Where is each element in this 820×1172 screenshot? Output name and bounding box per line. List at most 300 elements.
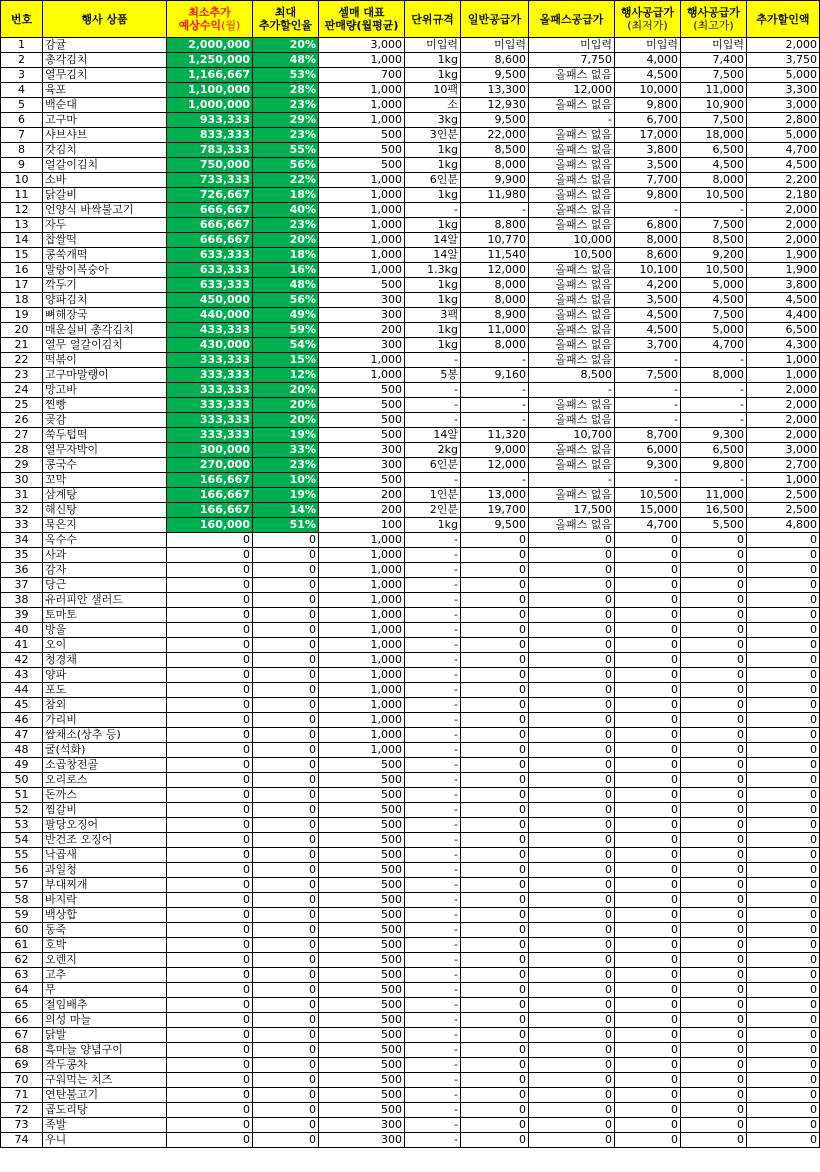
cell-event-min-price[interactable]: 0 xyxy=(615,548,681,563)
cell-allpass-price[interactable]: 0 xyxy=(529,923,615,938)
cell-event-max-price[interactable]: 0 xyxy=(681,593,747,608)
cell-event-max-price[interactable]: 0 xyxy=(681,803,747,818)
cell-event-min-price[interactable]: 0 xyxy=(615,713,681,728)
cell-unit-spec[interactable]: - xyxy=(405,983,461,998)
cell-event-max-price[interactable]: 0 xyxy=(681,683,747,698)
cell-item-name[interactable]: 열무자박이 xyxy=(43,443,167,458)
cell-extra-discount[interactable]: 2,000 xyxy=(747,413,820,428)
cell-monthly-sales[interactable]: 500 xyxy=(319,158,405,173)
cell-unit-spec[interactable]: - xyxy=(405,1103,461,1118)
cell-event-max-price[interactable]: 10,900 xyxy=(681,98,747,113)
cell-extra-discount[interactable]: 1,000 xyxy=(747,368,820,383)
cell-extra-discount[interactable]: 0 xyxy=(747,908,820,923)
cell-min-revenue[interactable]: 270,000 xyxy=(167,458,253,473)
header-max-discount[interactable]: 최대 추가할인율 xyxy=(253,1,319,38)
cell-min-revenue[interactable]: 166,667 xyxy=(167,473,253,488)
cell-event-min-price[interactable]: 0 xyxy=(615,1118,681,1133)
cell-monthly-sales[interactable]: 1,000 xyxy=(319,668,405,683)
cell-normal-price[interactable]: 12,930 xyxy=(461,98,529,113)
cell-allpass-price[interactable]: 0 xyxy=(529,848,615,863)
cell-allpass-price[interactable]: 10,500 xyxy=(529,248,615,263)
cell-extra-discount[interactable]: 0 xyxy=(747,578,820,593)
cell-item-name[interactable]: 유러피안 샐러드 xyxy=(43,593,167,608)
cell-monthly-sales[interactable]: 300 xyxy=(319,1118,405,1133)
cell-unit-spec[interactable]: 1.3kg xyxy=(405,263,461,278)
cell-item-name[interactable]: 팔당오징어 xyxy=(43,818,167,833)
cell-extra-discount[interactable]: 2,000 xyxy=(747,398,820,413)
cell-event-max-price[interactable]: 0 xyxy=(681,653,747,668)
cell-event-min-price[interactable]: 4,500 xyxy=(615,323,681,338)
cell-row-number[interactable]: 41 xyxy=(1,638,43,653)
cell-row-number[interactable]: 61 xyxy=(1,938,43,953)
cell-extra-discount[interactable]: 2,180 xyxy=(747,188,820,203)
cell-max-discount[interactable]: 23% xyxy=(253,218,319,233)
cell-extra-discount[interactable]: 0 xyxy=(747,1118,820,1133)
cell-event-min-price[interactable]: 4,200 xyxy=(615,278,681,293)
cell-event-max-price[interactable]: 5,000 xyxy=(681,323,747,338)
cell-extra-discount[interactable]: 6,500 xyxy=(747,323,820,338)
cell-min-revenue[interactable]: 0 xyxy=(167,608,253,623)
cell-event-min-price[interactable]: 4,700 xyxy=(615,518,681,533)
cell-max-discount[interactable]: 0 xyxy=(253,773,319,788)
cell-item-name[interactable]: 사과 xyxy=(43,548,167,563)
cell-monthly-sales[interactable]: 500 xyxy=(319,878,405,893)
cell-item-name[interactable]: 샤브샤브 xyxy=(43,128,167,143)
cell-row-number[interactable]: 65 xyxy=(1,998,43,1013)
cell-row-number[interactable]: 4 xyxy=(1,83,43,98)
cell-min-revenue[interactable]: 0 xyxy=(167,803,253,818)
cell-unit-spec[interactable]: 미입력 xyxy=(405,38,461,53)
cell-monthly-sales[interactable]: 300 xyxy=(319,458,405,473)
cell-min-revenue[interactable]: 0 xyxy=(167,908,253,923)
cell-min-revenue[interactable]: 430,000 xyxy=(167,338,253,353)
cell-min-revenue[interactable]: 0 xyxy=(167,638,253,653)
cell-allpass-price[interactable]: 0 xyxy=(529,548,615,563)
cell-unit-spec[interactable]: 6인분 xyxy=(405,458,461,473)
cell-item-name[interactable]: 곱도리탕 xyxy=(43,1103,167,1118)
cell-extra-discount[interactable]: 3,000 xyxy=(747,443,820,458)
cell-min-revenue[interactable]: 0 xyxy=(167,983,253,998)
cell-event-min-price[interactable]: 0 xyxy=(615,938,681,953)
cell-item-name[interactable]: 양파김치 xyxy=(43,293,167,308)
cell-min-revenue[interactable]: 0 xyxy=(167,788,253,803)
cell-max-discount[interactable]: 0 xyxy=(253,548,319,563)
header-min-revenue[interactable]: 최소추가 예상수익(월) xyxy=(167,1,253,38)
cell-item-name[interactable]: 자두 xyxy=(43,218,167,233)
cell-monthly-sales[interactable]: 1,000 xyxy=(319,623,405,638)
cell-event-min-price[interactable]: 0 xyxy=(615,1058,681,1073)
cell-event-min-price[interactable]: 0 xyxy=(615,623,681,638)
cell-normal-price[interactable]: 0 xyxy=(461,548,529,563)
cell-extra-discount[interactable]: 0 xyxy=(747,608,820,623)
cell-allpass-price[interactable]: 0 xyxy=(529,1013,615,1028)
cell-item-name[interactable]: 오리로스 xyxy=(43,773,167,788)
cell-event-min-price[interactable]: 3,500 xyxy=(615,158,681,173)
cell-unit-spec[interactable]: 5봉 xyxy=(405,368,461,383)
cell-row-number[interactable]: 56 xyxy=(1,863,43,878)
cell-extra-discount[interactable]: 0 xyxy=(747,998,820,1013)
cell-item-name[interactable]: 동죽 xyxy=(43,923,167,938)
cell-event-min-price[interactable]: 0 xyxy=(615,578,681,593)
cell-row-number[interactable]: 62 xyxy=(1,953,43,968)
cell-normal-price[interactable]: 0 xyxy=(461,578,529,593)
cell-max-discount[interactable]: 0 xyxy=(253,983,319,998)
cell-row-number[interactable]: 33 xyxy=(1,518,43,533)
cell-allpass-price[interactable]: 0 xyxy=(529,908,615,923)
cell-extra-discount[interactable]: 0 xyxy=(747,653,820,668)
cell-extra-discount[interactable]: 2,500 xyxy=(747,488,820,503)
cell-event-max-price[interactable]: 0 xyxy=(681,743,747,758)
header-item[interactable]: 행사 상품 xyxy=(43,1,167,38)
cell-max-discount[interactable]: 28% xyxy=(253,83,319,98)
cell-allpass-price[interactable]: 올패스 없음 xyxy=(529,173,615,188)
cell-event-min-price[interactable]: 6,800 xyxy=(615,218,681,233)
cell-event-max-price[interactable]: 7,500 xyxy=(681,308,747,323)
cell-allpass-price[interactable]: 0 xyxy=(529,758,615,773)
cell-event-min-price[interactable]: 0 xyxy=(615,773,681,788)
cell-allpass-price[interactable]: 0 xyxy=(529,968,615,983)
cell-monthly-sales[interactable]: 500 xyxy=(319,983,405,998)
cell-item-name[interactable]: 옥수수 xyxy=(43,533,167,548)
cell-event-min-price[interactable]: 0 xyxy=(615,743,681,758)
cell-event-min-price[interactable]: 0 xyxy=(615,998,681,1013)
cell-max-discount[interactable]: 0 xyxy=(253,893,319,908)
cell-max-discount[interactable]: 0 xyxy=(253,653,319,668)
cell-allpass-price[interactable]: 0 xyxy=(529,833,615,848)
cell-normal-price[interactable]: - xyxy=(461,473,529,488)
cell-monthly-sales[interactable]: 1,000 xyxy=(319,683,405,698)
cell-extra-discount[interactable]: 3,000 xyxy=(747,98,820,113)
cell-normal-price[interactable]: 12,000 xyxy=(461,263,529,278)
cell-event-max-price[interactable]: 0 xyxy=(681,1013,747,1028)
cell-monthly-sales[interactable]: 1,000 xyxy=(319,203,405,218)
header-no[interactable]: 번호 xyxy=(1,1,43,38)
cell-row-number[interactable]: 53 xyxy=(1,818,43,833)
cell-row-number[interactable]: 60 xyxy=(1,923,43,938)
cell-extra-discount[interactable]: 2,000 xyxy=(747,428,820,443)
cell-event-max-price[interactable]: 0 xyxy=(681,608,747,623)
cell-min-revenue[interactable]: 0 xyxy=(167,1133,253,1148)
cell-row-number[interactable]: 10 xyxy=(1,173,43,188)
cell-monthly-sales[interactable]: 500 xyxy=(319,818,405,833)
cell-monthly-sales[interactable]: 500 xyxy=(319,1058,405,1073)
cell-unit-spec[interactable]: - xyxy=(405,668,461,683)
cell-normal-price[interactable]: 0 xyxy=(461,608,529,623)
cell-normal-price[interactable]: 0 xyxy=(461,803,529,818)
cell-min-revenue[interactable]: 0 xyxy=(167,998,253,1013)
cell-normal-price[interactable]: 0 xyxy=(461,563,529,578)
cell-item-name[interactable]: 닭발 xyxy=(43,1028,167,1043)
cell-event-min-price[interactable]: 8,600 xyxy=(615,248,681,263)
cell-normal-price[interactable]: 0 xyxy=(461,893,529,908)
cell-unit-spec[interactable]: - xyxy=(405,773,461,788)
cell-monthly-sales[interactable]: 500 xyxy=(319,1088,405,1103)
cell-extra-discount[interactable]: 4,400 xyxy=(747,308,820,323)
cell-min-revenue[interactable]: 0 xyxy=(167,533,253,548)
cell-item-name[interactable]: 깍두기 xyxy=(43,278,167,293)
cell-min-revenue[interactable]: 166,667 xyxy=(167,488,253,503)
cell-event-max-price[interactable]: 0 xyxy=(681,728,747,743)
cell-unit-spec[interactable]: - xyxy=(405,1118,461,1133)
cell-event-min-price[interactable]: 0 xyxy=(615,833,681,848)
cell-normal-price[interactable]: 0 xyxy=(461,1043,529,1058)
cell-max-discount[interactable]: 0 xyxy=(253,968,319,983)
cell-extra-discount[interactable]: 2,000 xyxy=(747,203,820,218)
cell-row-number[interactable]: 55 xyxy=(1,848,43,863)
cell-event-min-price[interactable]: 0 xyxy=(615,863,681,878)
cell-row-number[interactable]: 54 xyxy=(1,833,43,848)
cell-event-max-price[interactable]: 0 xyxy=(681,773,747,788)
cell-event-max-price[interactable]: 4,500 xyxy=(681,158,747,173)
cell-event-min-price[interactable]: - xyxy=(615,473,681,488)
cell-unit-spec[interactable]: 14알 xyxy=(405,428,461,443)
cell-min-revenue[interactable]: 0 xyxy=(167,743,253,758)
cell-allpass-price[interactable]: 7,750 xyxy=(529,53,615,68)
cell-min-revenue[interactable]: 633,333 xyxy=(167,248,253,263)
cell-normal-price[interactable]: 0 xyxy=(461,773,529,788)
cell-extra-discount[interactable]: 0 xyxy=(747,593,820,608)
cell-max-discount[interactable]: 0 xyxy=(253,698,319,713)
cell-event-min-price[interactable]: 0 xyxy=(615,788,681,803)
cell-min-revenue[interactable]: 833,333 xyxy=(167,128,253,143)
cell-normal-price[interactable]: 13,000 xyxy=(461,488,529,503)
cell-row-number[interactable]: 51 xyxy=(1,788,43,803)
cell-event-max-price[interactable]: 0 xyxy=(681,533,747,548)
cell-unit-spec[interactable]: 1kg xyxy=(405,53,461,68)
cell-max-discount[interactable]: 33% xyxy=(253,443,319,458)
cell-event-min-price[interactable]: 7,700 xyxy=(615,173,681,188)
cell-row-number[interactable]: 70 xyxy=(1,1073,43,1088)
cell-max-discount[interactable]: 20% xyxy=(253,383,319,398)
cell-event-max-price[interactable]: 9,200 xyxy=(681,248,747,263)
cell-row-number[interactable]: 49 xyxy=(1,758,43,773)
cell-row-number[interactable]: 15 xyxy=(1,248,43,263)
cell-unit-spec[interactable]: - xyxy=(405,578,461,593)
cell-min-revenue[interactable]: 333,333 xyxy=(167,428,253,443)
cell-allpass-price[interactable]: 0 xyxy=(529,1088,615,1103)
cell-extra-discount[interactable]: 0 xyxy=(747,638,820,653)
cell-item-name[interactable]: 작두콩차 xyxy=(43,1058,167,1073)
cell-allpass-price[interactable]: 올패스 없음 xyxy=(529,323,615,338)
cell-unit-spec[interactable]: - xyxy=(405,608,461,623)
cell-normal-price[interactable]: 9,500 xyxy=(461,68,529,83)
cell-min-revenue[interactable]: 933,333 xyxy=(167,113,253,128)
cell-unit-spec[interactable]: - xyxy=(405,938,461,953)
cell-max-discount[interactable]: 0 xyxy=(253,668,319,683)
cell-unit-spec[interactable]: 1kg xyxy=(405,158,461,173)
cell-unit-spec[interactable]: - xyxy=(405,398,461,413)
cell-row-number[interactable]: 42 xyxy=(1,653,43,668)
cell-event-max-price[interactable]: - xyxy=(681,353,747,368)
cell-min-revenue[interactable]: 450,000 xyxy=(167,293,253,308)
cell-event-max-price[interactable]: 0 xyxy=(681,1043,747,1058)
cell-event-min-price[interactable]: - xyxy=(615,353,681,368)
cell-monthly-sales[interactable]: 500 xyxy=(319,143,405,158)
cell-max-discount[interactable]: 0 xyxy=(253,593,319,608)
cell-monthly-sales[interactable]: 1,000 xyxy=(319,173,405,188)
cell-event-max-price[interactable]: 0 xyxy=(681,983,747,998)
cell-unit-spec[interactable]: 1인분 xyxy=(405,488,461,503)
cell-min-revenue[interactable]: 0 xyxy=(167,683,253,698)
cell-item-name[interactable]: 총각김치 xyxy=(43,53,167,68)
cell-allpass-price[interactable]: 0 xyxy=(529,608,615,623)
cell-item-name[interactable]: 콩쑥개떡 xyxy=(43,248,167,263)
cell-unit-spec[interactable]: - xyxy=(405,833,461,848)
cell-unit-spec[interactable]: 14알 xyxy=(405,248,461,263)
cell-row-number[interactable]: 64 xyxy=(1,983,43,998)
cell-allpass-price[interactable]: 올패스 없음 xyxy=(529,218,615,233)
cell-normal-price[interactable]: 0 xyxy=(461,758,529,773)
cell-allpass-price[interactable]: 0 xyxy=(529,728,615,743)
cell-allpass-price[interactable]: 0 xyxy=(529,803,615,818)
cell-row-number[interactable]: 45 xyxy=(1,698,43,713)
cell-max-discount[interactable]: 23% xyxy=(253,458,319,473)
cell-min-revenue[interactable]: 1,250,000 xyxy=(167,53,253,68)
cell-unit-spec[interactable]: - xyxy=(405,653,461,668)
cell-extra-discount[interactable]: 2,500 xyxy=(747,503,820,518)
cell-row-number[interactable]: 47 xyxy=(1,728,43,743)
cell-normal-price[interactable]: 10,770 xyxy=(461,233,529,248)
cell-normal-price[interactable]: 0 xyxy=(461,833,529,848)
cell-row-number[interactable]: 63 xyxy=(1,968,43,983)
cell-row-number[interactable]: 17 xyxy=(1,278,43,293)
cell-extra-discount[interactable]: 0 xyxy=(747,863,820,878)
cell-normal-price[interactable]: 0 xyxy=(461,1073,529,1088)
cell-row-number[interactable]: 71 xyxy=(1,1088,43,1103)
cell-item-name[interactable]: 감귤 xyxy=(43,38,167,53)
cell-extra-discount[interactable]: 2,000 xyxy=(747,38,820,53)
cell-extra-discount[interactable]: 0 xyxy=(747,668,820,683)
cell-allpass-price[interactable]: 올패스 없음 xyxy=(529,143,615,158)
cell-row-number[interactable]: 1 xyxy=(1,38,43,53)
cell-monthly-sales[interactable]: 500 xyxy=(319,773,405,788)
cell-extra-discount[interactable]: 2,000 xyxy=(747,218,820,233)
cell-event-max-price[interactable]: 0 xyxy=(681,578,747,593)
cell-allpass-price[interactable]: 10,000 xyxy=(529,233,615,248)
cell-max-discount[interactable]: 0 xyxy=(253,1088,319,1103)
cell-item-name[interactable]: 곶감 xyxy=(43,413,167,428)
cell-row-number[interactable]: 27 xyxy=(1,428,43,443)
cell-normal-price[interactable]: 0 xyxy=(461,908,529,923)
cell-event-min-price[interactable]: 6,000 xyxy=(615,443,681,458)
cell-max-discount[interactable]: 14% xyxy=(253,503,319,518)
cell-allpass-price[interactable]: 17,500 xyxy=(529,503,615,518)
cell-monthly-sales[interactable]: 500 xyxy=(319,968,405,983)
cell-event-max-price[interactable]: 5,500 xyxy=(681,518,747,533)
cell-monthly-sales[interactable]: 1,000 xyxy=(319,98,405,113)
cell-allpass-price[interactable]: 0 xyxy=(529,998,615,1013)
cell-min-revenue[interactable]: 726,667 xyxy=(167,188,253,203)
cell-min-revenue[interactable]: 0 xyxy=(167,968,253,983)
cell-event-min-price[interactable]: 0 xyxy=(615,803,681,818)
cell-allpass-price[interactable]: 12,000 xyxy=(529,83,615,98)
cell-event-max-price[interactable]: 미입력 xyxy=(681,38,747,53)
cell-monthly-sales[interactable]: 1,000 xyxy=(319,188,405,203)
cell-min-revenue[interactable]: 0 xyxy=(167,713,253,728)
cell-max-discount[interactable]: 10% xyxy=(253,473,319,488)
cell-normal-price[interactable]: 0 xyxy=(461,788,529,803)
cell-event-max-price[interactable]: 4,500 xyxy=(681,293,747,308)
header-event-min-price[interactable]: 행사공급가 (최저가) xyxy=(615,1,681,38)
cell-monthly-sales[interactable]: 3,000 xyxy=(319,38,405,53)
cell-max-discount[interactable]: 55% xyxy=(253,143,319,158)
cell-min-revenue[interactable]: 750,000 xyxy=(167,158,253,173)
header-unit[interactable]: 단위규격 xyxy=(405,1,461,38)
cell-normal-price[interactable]: 0 xyxy=(461,878,529,893)
cell-event-max-price[interactable]: 0 xyxy=(681,1103,747,1118)
cell-event-min-price[interactable]: 0 xyxy=(615,878,681,893)
cell-event-min-price[interactable]: 0 xyxy=(615,563,681,578)
cell-row-number[interactable]: 72 xyxy=(1,1103,43,1118)
cell-item-name[interactable]: 묵은지 xyxy=(43,518,167,533)
cell-row-number[interactable]: 22 xyxy=(1,353,43,368)
cell-item-name[interactable]: 고구마 xyxy=(43,113,167,128)
cell-item-name[interactable]: 연탄불고기 xyxy=(43,1088,167,1103)
cell-max-discount[interactable]: 19% xyxy=(253,488,319,503)
cell-unit-spec[interactable]: 1kg xyxy=(405,143,461,158)
cell-normal-price[interactable]: 0 xyxy=(461,1088,529,1103)
cell-item-name[interactable]: 흑마늘 양념구이 xyxy=(43,1043,167,1058)
cell-row-number[interactable]: 34 xyxy=(1,533,43,548)
cell-extra-discount[interactable]: 0 xyxy=(747,983,820,998)
cell-event-min-price[interactable]: 0 xyxy=(615,908,681,923)
cell-extra-discount[interactable]: 0 xyxy=(747,1028,820,1043)
cell-event-max-price[interactable]: 4,700 xyxy=(681,338,747,353)
cell-monthly-sales[interactable]: 500 xyxy=(319,1073,405,1088)
cell-event-max-price[interactable]: - xyxy=(681,398,747,413)
cell-normal-price[interactable]: 0 xyxy=(461,683,529,698)
cell-event-min-price[interactable]: 0 xyxy=(615,1028,681,1043)
cell-max-discount[interactable]: 0 xyxy=(253,878,319,893)
cell-event-min-price[interactable]: 15,000 xyxy=(615,503,681,518)
cell-extra-discount[interactable]: 0 xyxy=(747,563,820,578)
cell-extra-discount[interactable]: 0 xyxy=(747,1103,820,1118)
cell-event-min-price[interactable]: 0 xyxy=(615,668,681,683)
cell-normal-price[interactable]: 9,900 xyxy=(461,173,529,188)
cell-unit-spec[interactable]: - xyxy=(405,803,461,818)
cell-max-discount[interactable]: 0 xyxy=(253,953,319,968)
cell-monthly-sales[interactable]: 1,000 xyxy=(319,638,405,653)
cell-unit-spec[interactable]: - xyxy=(405,413,461,428)
cell-normal-price[interactable]: 9,500 xyxy=(461,518,529,533)
cell-row-number[interactable]: 57 xyxy=(1,878,43,893)
cell-normal-price[interactable]: - xyxy=(461,353,529,368)
cell-max-discount[interactable]: 54% xyxy=(253,338,319,353)
cell-row-number[interactable]: 48 xyxy=(1,743,43,758)
cell-normal-price[interactable]: 0 xyxy=(461,743,529,758)
cell-min-revenue[interactable]: 0 xyxy=(167,893,253,908)
cell-allpass-price[interactable]: 올패스 없음 xyxy=(529,353,615,368)
cell-unit-spec[interactable]: - xyxy=(405,713,461,728)
cell-item-name[interactable]: 과일청 xyxy=(43,863,167,878)
cell-min-revenue[interactable]: 333,333 xyxy=(167,383,253,398)
cell-max-discount[interactable]: 0 xyxy=(253,758,319,773)
cell-allpass-price[interactable]: 0 xyxy=(529,938,615,953)
cell-monthly-sales[interactable]: 500 xyxy=(319,938,405,953)
cell-item-name[interactable]: 쑥두텁떡 xyxy=(43,428,167,443)
cell-event-max-price[interactable]: 16,500 xyxy=(681,503,747,518)
cell-normal-price[interactable]: 0 xyxy=(461,638,529,653)
cell-item-name[interactable]: 부대찌개 xyxy=(43,878,167,893)
cell-max-discount[interactable]: 0 xyxy=(253,1028,319,1043)
cell-item-name[interactable]: 소곱창전골 xyxy=(43,758,167,773)
cell-monthly-sales[interactable]: 500 xyxy=(319,833,405,848)
cell-normal-price[interactable]: 0 xyxy=(461,698,529,713)
cell-allpass-price[interactable]: 0 xyxy=(529,533,615,548)
cell-extra-discount[interactable]: 0 xyxy=(747,893,820,908)
cell-extra-discount[interactable]: 0 xyxy=(747,803,820,818)
cell-event-min-price[interactable]: 0 xyxy=(615,1013,681,1028)
